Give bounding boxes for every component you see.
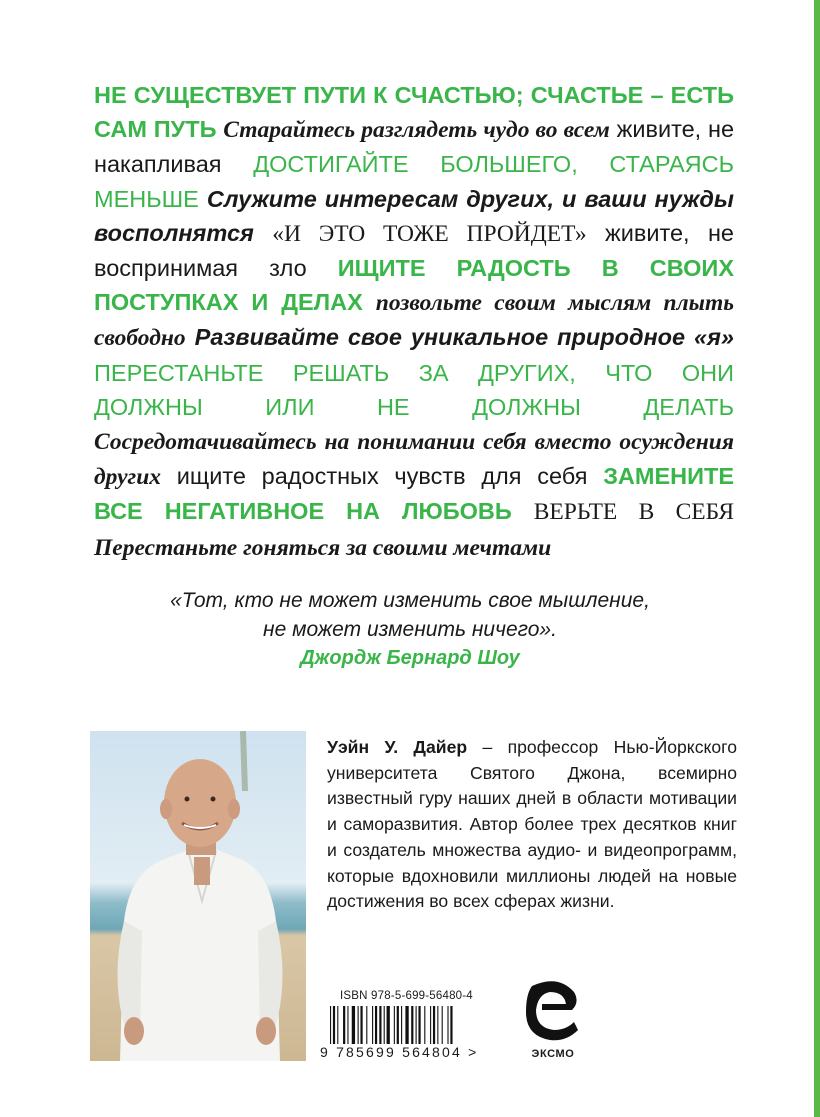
motto-12: Сосредотачивайтесь на понимании себя вместо осуждения других: [94, 429, 734, 491]
quote-line-2: не может изменить ничего».: [263, 618, 557, 641]
isbn-label: ISBN 978-5-699-56480-4: [340, 990, 473, 1002]
author-name: Уэйн У. Дайер: [327, 737, 468, 757]
motto-13: ищите радостных чувств для себя: [176, 463, 588, 490]
author-photo: [90, 731, 306, 1061]
motto-5: Служите интересам других, и ваши нужды восполнятся: [94, 185, 734, 246]
eksmo-logo-icon: [518, 976, 588, 1046]
motto-3: живите, не накапливая: [94, 116, 735, 178]
motto-10: Развивайте свое уникальное природное «я»: [194, 324, 735, 351]
motto-8: ИЩИТЕ РАДОСТЬ В СВОИХ ПОСТУПКАХ И ДЕЛАХ: [94, 255, 734, 316]
motto-1: НЕ СУЩЕСТВУЕТ ПУТИ К СЧАСТЬЮ; СЧАСТЬЕ – ЕСТЬ САМ ПУТЬ: [94, 82, 734, 143]
motto-14: ЗАМЕНИТЕ ВСЕ НЕГАТИВНОЕ НА ЛЮБОВЬ: [94, 463, 735, 525]
quote: [100, 586, 720, 644]
motto-2: Старайтесь разглядеть чудо во всем: [223, 117, 610, 144]
author-bio: [327, 735, 737, 915]
motto-6: «И ЭТО ТОЖЕ ПРОЙДЕТ»: [272, 220, 587, 247]
motto-16: Перестаньте гоняться за своими мечтами: [94, 534, 552, 561]
motto-15: ВЕРЬТЕ В СЕБЯ: [533, 499, 735, 526]
quote-line-1: «Тот, кто не может изменить свое мышление,: [170, 589, 650, 612]
motto-9: позвольте своим мыслям плыть свободно: [94, 290, 734, 352]
motto-11: ПЕРЕСТАНЬТЕ РЕШАТЬ ЗА ДРУГИХ, ЧТО ОНИ ДОЛЖНЫ ИЛИ НЕ ДОЛЖНЫ ДЕЛАТЬ: [94, 359, 734, 420]
mottoes-block: [94, 78, 734, 565]
motto-7: живите, не воспринимая зло: [94, 219, 735, 282]
green-edge-stripe: [814, 0, 820, 1117]
author-photo-illustration: [90, 731, 306, 1061]
bio-text: – профессор Нью-Йоркского университета Святого Джона, всемирно известный гуру наших дней в области мотивации и саморазвития. Автор более трех десятков книг и создатель множества аудио- и видеопрограмм, которые вдохновили миллионы людей на новые достижения во всех сферах жизни.: [327, 737, 737, 912]
publisher-logo: [518, 976, 588, 1066]
barcode-bars: [330, 1006, 498, 1046]
publisher-name: ЭКСМО: [531, 1048, 575, 1060]
barcode: [318, 990, 504, 1064]
motto-4: ДОСТИГАЙТЕ БОЛЬШЕГО, СТАРАЯСЬ МЕНЬШЕ: [94, 151, 734, 212]
barcode-number: 9 785699 564804 >: [320, 1044, 479, 1060]
quote-author: Джордж Бернард Шоу: [300, 647, 520, 669]
